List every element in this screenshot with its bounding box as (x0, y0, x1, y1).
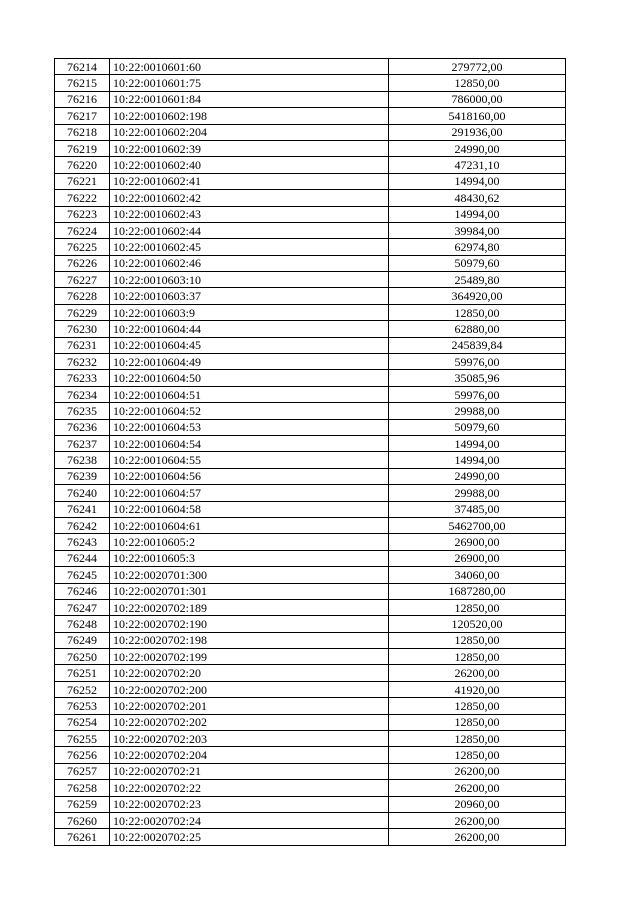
row-number-cell: 76219 (55, 140, 110, 156)
cadastral-number-cell: 10:22:0010601:84 (110, 91, 389, 107)
table-row (55, 435, 566, 451)
cadastral-value-cell: 26900,00 (389, 534, 566, 550)
row-number-cell: 76231 (55, 337, 110, 353)
table-row (55, 599, 566, 615)
cadastral-value-cell: 12850,00 (389, 649, 566, 665)
cadastral-value-cell: 48430,62 (389, 190, 566, 206)
table-row (55, 812, 566, 828)
row-number-cell: 76232 (55, 354, 110, 370)
cadastral-number-cell: 10:22:0010604:58 (110, 501, 389, 517)
cadastral-value-cell: 29988,00 (389, 485, 566, 501)
table-row (55, 354, 566, 370)
cadastral-number-cell: 10:22:0020701:301 (110, 583, 389, 599)
row-number-cell: 76256 (55, 747, 110, 763)
cadastral-value-cell: 12850,00 (389, 714, 566, 730)
row-number-cell: 76236 (55, 419, 110, 435)
cadastral-number-cell: 10:22:0020702:201 (110, 698, 389, 714)
row-number-cell: 76228 (55, 288, 110, 304)
row-number-cell: 76237 (55, 435, 110, 451)
table-row (55, 698, 566, 714)
cadastral-number-cell: 10:22:0010604:50 (110, 370, 389, 386)
cadastral-number-cell: 10:22:0010604:51 (110, 386, 389, 402)
cadastral-value-cell: 5462700,00 (389, 517, 566, 533)
cadastral-value-cell: 12850,00 (389, 731, 566, 747)
row-number-cell: 76240 (55, 485, 110, 501)
cadastral-number-cell: 10:22:0010602:46 (110, 255, 389, 271)
cadastral-value-cell: 5418160,00 (389, 108, 566, 124)
cadastral-number-cell: 10:22:0010602:45 (110, 239, 389, 255)
cadastral-value-cell: 120520,00 (389, 616, 566, 632)
row-number-cell: 76248 (55, 616, 110, 632)
cadastral-number-cell: 10:22:0020702:20 (110, 665, 389, 681)
cadastral-value-cell: 14994,00 (389, 206, 566, 222)
cadastral-value-cell: 12850,00 (389, 75, 566, 91)
cadastral-number-cell: 10:22:0020702:25 (110, 829, 389, 845)
table-row (55, 304, 566, 320)
row-number-cell: 76252 (55, 681, 110, 697)
table-row (55, 222, 566, 238)
cadastral-number-cell: 10:22:0010604:53 (110, 419, 389, 435)
row-number-cell: 76235 (55, 403, 110, 419)
table-body (55, 59, 566, 846)
cadastral-number-cell: 10:22:0010602:41 (110, 173, 389, 189)
table-row (55, 239, 566, 255)
table-row (55, 485, 566, 501)
cadastral-number-cell: 10:22:0010603:9 (110, 304, 389, 320)
row-number-cell: 76250 (55, 649, 110, 665)
cadastral-value-cell: 24990,00 (389, 468, 566, 484)
cadastral-value-cell: 62880,00 (389, 321, 566, 337)
cadastral-value-cell: 34060,00 (389, 567, 566, 583)
table-row (55, 419, 566, 435)
cadastral-number-cell: 10:22:0020702:200 (110, 681, 389, 697)
table-row (55, 386, 566, 402)
cadastral-number-cell: 10:22:0010604:54 (110, 435, 389, 451)
table-row (55, 272, 566, 288)
cadastral-number-cell: 10:22:0020702:22 (110, 780, 389, 796)
row-number-cell: 76222 (55, 190, 110, 206)
table-row (55, 173, 566, 189)
cadastral-value-cell: 14994,00 (389, 435, 566, 451)
row-number-cell: 76253 (55, 698, 110, 714)
row-number-cell: 76221 (55, 173, 110, 189)
cadastral-number-cell: 10:22:0020701:300 (110, 567, 389, 583)
cadastral-value-cell: 50979,60 (389, 255, 566, 271)
cadastral-number-cell: 10:22:0010603:37 (110, 288, 389, 304)
cadastral-number-cell: 10:22:0020702:21 (110, 763, 389, 779)
cadastral-number-cell: 10:22:0020702:204 (110, 747, 389, 763)
row-number-cell: 76234 (55, 386, 110, 402)
row-number-cell: 76230 (55, 321, 110, 337)
row-number-cell: 76258 (55, 780, 110, 796)
row-number-cell: 76261 (55, 829, 110, 845)
cadastral-number-cell: 10:22:0010604:44 (110, 321, 389, 337)
cadastral-value-cell: 12850,00 (389, 304, 566, 320)
cadastral-number-cell: 10:22:0010601:60 (110, 59, 389, 75)
cadastral-number-cell: 10:22:0020702:203 (110, 731, 389, 747)
cadastral-value-cell: 47231,10 (389, 157, 566, 173)
cadastral-value-cell: 26200,00 (389, 763, 566, 779)
row-number-cell: 76224 (55, 222, 110, 238)
cadastral-number-cell: 10:22:0010604:56 (110, 468, 389, 484)
cadastral-value-cell: 59976,00 (389, 386, 566, 402)
row-number-cell: 76233 (55, 370, 110, 386)
row-number-cell: 76243 (55, 534, 110, 550)
cadastral-number-cell: 10:22:0020702:190 (110, 616, 389, 632)
cadastral-value-cell: 1687280,00 (389, 583, 566, 599)
table-row (55, 567, 566, 583)
cadastral-value-cell: 24990,00 (389, 140, 566, 156)
cadastral-number-cell: 10:22:0010604:45 (110, 337, 389, 353)
table-row (55, 157, 566, 173)
cadastral-value-cell: 50979,60 (389, 419, 566, 435)
table-row (55, 124, 566, 140)
cadastral-value-cell: 12850,00 (389, 599, 566, 615)
table-row (55, 583, 566, 599)
table-row (55, 75, 566, 91)
row-number-cell: 76220 (55, 157, 110, 173)
row-number-cell: 76259 (55, 796, 110, 812)
cadastral-value-cell: 62974,80 (389, 239, 566, 255)
cadastral-number-cell: 10:22:0010602:39 (110, 140, 389, 156)
table-row (55, 140, 566, 156)
row-number-cell: 76217 (55, 108, 110, 124)
table-row (55, 747, 566, 763)
table-row (55, 517, 566, 533)
table-row (55, 337, 566, 353)
cadastral-value-cell: 12850,00 (389, 632, 566, 648)
cadastral-value-cell: 14994,00 (389, 173, 566, 189)
cadastral-value-cell: 59976,00 (389, 354, 566, 370)
table-row (55, 59, 566, 75)
cadastral-number-cell: 10:22:0020702:199 (110, 649, 389, 665)
row-number-cell: 76229 (55, 304, 110, 320)
row-number-cell: 76216 (55, 91, 110, 107)
row-number-cell: 76244 (55, 550, 110, 566)
cadastral-value-cell: 25489,80 (389, 272, 566, 288)
row-number-cell: 76255 (55, 731, 110, 747)
cadastral-value-table (54, 58, 566, 846)
table-row (55, 452, 566, 468)
cadastral-number-cell: 10:22:0010602:44 (110, 222, 389, 238)
row-number-cell: 76223 (55, 206, 110, 222)
cadastral-number-cell: 10:22:0020702:189 (110, 599, 389, 615)
table-row (55, 714, 566, 730)
cadastral-value-cell: 20960,00 (389, 796, 566, 812)
cadastral-value-cell: 12850,00 (389, 747, 566, 763)
cadastral-number-cell: 10:22:0020702:23 (110, 796, 389, 812)
cadastral-number-cell: 10:22:0020702:24 (110, 812, 389, 828)
cadastral-value-cell: 26200,00 (389, 812, 566, 828)
cadastral-number-cell: 10:22:0010602:198 (110, 108, 389, 124)
row-number-cell: 76257 (55, 763, 110, 779)
cadastral-number-cell: 10:22:0010602:43 (110, 206, 389, 222)
cadastral-number-cell: 10:22:0010605:2 (110, 534, 389, 550)
table-row (55, 288, 566, 304)
row-number-cell: 76215 (55, 75, 110, 91)
table-row (55, 665, 566, 681)
cadastral-value-cell: 364920,00 (389, 288, 566, 304)
cadastral-value-cell: 26900,00 (389, 550, 566, 566)
cadastral-value-cell: 37485,00 (389, 501, 566, 517)
table-row (55, 206, 566, 222)
table-row (55, 321, 566, 337)
cadastral-number-cell: 10:22:0010604:49 (110, 354, 389, 370)
row-number-cell: 76260 (55, 812, 110, 828)
table-row (55, 731, 566, 747)
cadastral-number-cell: 10:22:0010604:57 (110, 485, 389, 501)
row-number-cell: 76218 (55, 124, 110, 140)
cadastral-number-cell: 10:22:0010602:42 (110, 190, 389, 206)
row-number-cell: 76239 (55, 468, 110, 484)
row-number-cell: 76246 (55, 583, 110, 599)
row-number-cell: 76238 (55, 452, 110, 468)
table-row (55, 763, 566, 779)
table-row (55, 632, 566, 648)
table-row (55, 550, 566, 566)
cadastral-number-cell: 10:22:0020702:198 (110, 632, 389, 648)
row-number-cell: 76242 (55, 517, 110, 533)
cadastral-number-cell: 10:22:0010602:204 (110, 124, 389, 140)
cadastral-value-cell: 291936,00 (389, 124, 566, 140)
table-row (55, 468, 566, 484)
cadastral-number-cell: 10:22:0010603:10 (110, 272, 389, 288)
cadastral-value-cell: 26200,00 (389, 780, 566, 796)
cadastral-number-cell: 10:22:0010604:61 (110, 517, 389, 533)
row-number-cell: 76214 (55, 59, 110, 75)
table-row (55, 649, 566, 665)
row-number-cell: 76249 (55, 632, 110, 648)
cadastral-value-cell: 29988,00 (389, 403, 566, 419)
row-number-cell: 76251 (55, 665, 110, 681)
cadastral-value-cell: 786000,00 (389, 91, 566, 107)
table-row (55, 681, 566, 697)
table-row (55, 796, 566, 812)
cadastral-value-cell: 39984,00 (389, 222, 566, 238)
row-number-cell: 76245 (55, 567, 110, 583)
row-number-cell: 76247 (55, 599, 110, 615)
cadastral-number-cell: 10:22:0010604:55 (110, 452, 389, 468)
table-row (55, 616, 566, 632)
cadastral-number-cell: 10:22:0010604:52 (110, 403, 389, 419)
row-number-cell: 76241 (55, 501, 110, 517)
cadastral-value-cell: 14994,00 (389, 452, 566, 468)
row-number-cell: 76225 (55, 239, 110, 255)
cadastral-number-cell: 10:22:0020702:202 (110, 714, 389, 730)
cadastral-value-cell: 12850,00 (389, 698, 566, 714)
cadastral-number-cell: 10:22:0010602:40 (110, 157, 389, 173)
table-row (55, 534, 566, 550)
row-number-cell: 76254 (55, 714, 110, 730)
cadastral-value-cell: 279772,00 (389, 59, 566, 75)
table-row (55, 780, 566, 796)
row-number-cell: 76227 (55, 272, 110, 288)
cadastral-number-cell: 10:22:0010601:75 (110, 75, 389, 91)
row-number-cell: 76226 (55, 255, 110, 271)
cadastral-value-cell: 35085,96 (389, 370, 566, 386)
cadastral-number-cell: 10:22:0010605:3 (110, 550, 389, 566)
cadastral-value-cell: 26200,00 (389, 829, 566, 845)
cadastral-value-cell: 245839,84 (389, 337, 566, 353)
cadastral-value-cell: 41920,00 (389, 681, 566, 697)
table-row (55, 829, 566, 845)
table-row (55, 108, 566, 124)
table-row (55, 370, 566, 386)
table-row (55, 255, 566, 271)
table-row (55, 190, 566, 206)
cadastral-value-cell: 26200,00 (389, 665, 566, 681)
table-row (55, 501, 566, 517)
table-row (55, 91, 566, 107)
table-row (55, 403, 566, 419)
